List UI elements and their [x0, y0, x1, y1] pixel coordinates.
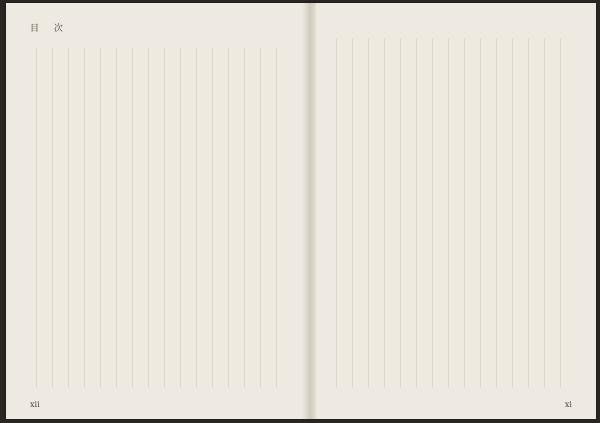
right-page-number: xi	[564, 400, 572, 409]
text-column-guide	[448, 38, 449, 388]
text-column-guide	[528, 38, 529, 388]
text-column-guide	[36, 48, 37, 388]
text-column-guide	[480, 38, 481, 388]
text-column-guide	[180, 48, 181, 388]
text-column-guide	[512, 38, 513, 388]
text-column-guide	[368, 38, 369, 388]
text-column-guide	[384, 38, 385, 388]
text-column-guide	[244, 48, 245, 388]
book-spread	[6, 3, 596, 419]
text-column-guide	[400, 38, 401, 388]
left-page-number: xii	[30, 400, 40, 409]
text-column-guide	[196, 48, 197, 388]
text-column-guide	[132, 48, 133, 388]
text-column-guide	[84, 48, 85, 388]
running-head: 目 次	[30, 24, 69, 34]
text-column-guide	[100, 48, 101, 388]
left-page	[6, 3, 302, 419]
text-column-guide	[560, 38, 561, 388]
text-column-guide	[432, 38, 433, 388]
text-column-guide	[336, 38, 337, 388]
text-column-guide	[416, 38, 417, 388]
book-gutter	[302, 3, 316, 419]
text-column-guide	[352, 38, 353, 388]
text-column-guide	[116, 48, 117, 388]
text-column-guide	[228, 48, 229, 388]
right-page	[316, 3, 596, 419]
text-column-guide	[212, 48, 213, 388]
text-column-guide	[260, 48, 261, 388]
text-column-guide	[464, 38, 465, 388]
text-column-guide	[164, 48, 165, 388]
text-column-guide	[276, 48, 277, 388]
text-column-guide	[148, 48, 149, 388]
text-column-guide	[496, 38, 497, 388]
text-column-guide	[52, 48, 53, 388]
text-column-guide	[544, 38, 545, 388]
text-column-guide	[68, 48, 69, 388]
